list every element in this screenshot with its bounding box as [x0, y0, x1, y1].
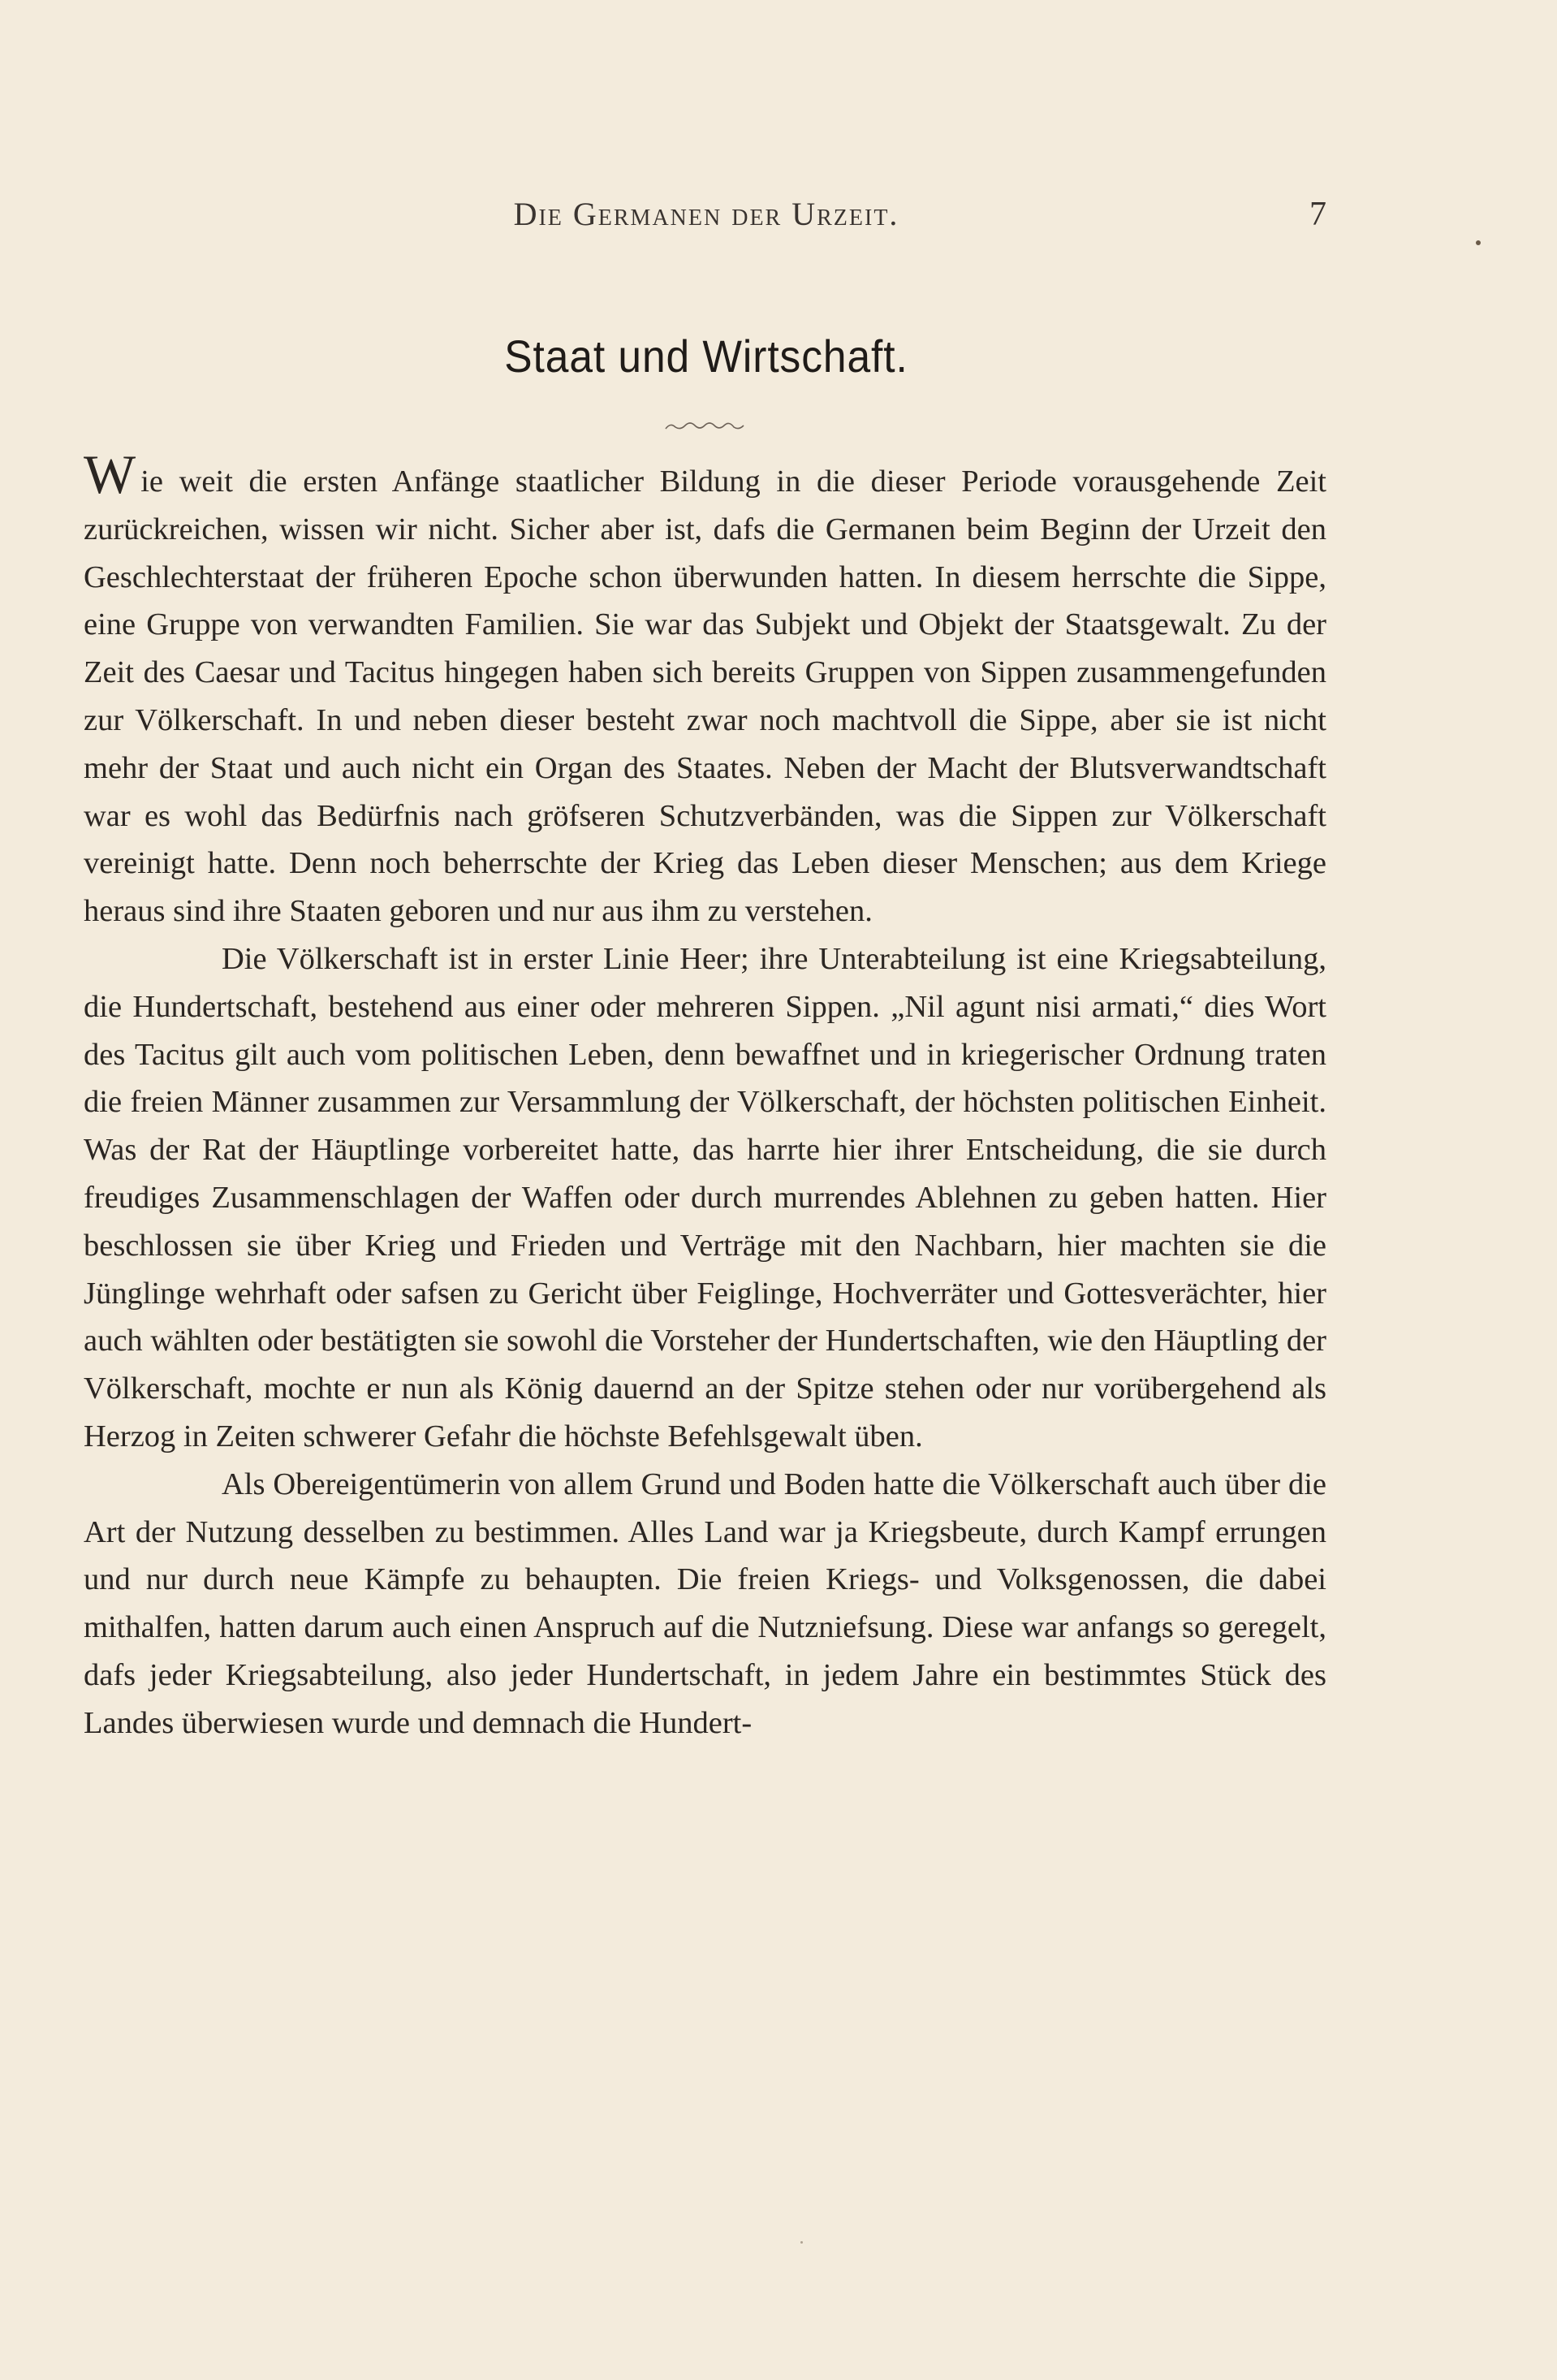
paragraph-2: Die Völkerschaft ist in erster Linie Heer; ihre Unterabteilung ist eine Kriegsabteilung, die Hundertschaft, bestehend aus einer oder mehreren Sippen. „Nil agunt nisi armati,“ dies Wort des Tacitus gilt auch vom politischen Leben, denn bewaffnet und in kriegerischer Ordnung traten die freien Männer zusammen zur Versammlung der Völkerschaft, der höchsten politischen Einheit. Was der Rat der Häuptlinge vorbereitet hatte, das harrte hier ihrer Entscheidung, die sie durch freudiges Zusammenschlagen der Waffen oder durch murrendes Ablehnen zu geben hatten. Hier beschlossen sie über Krieg und Frieden und Verträge mit den Nachbarn, hier machten sie die Jünglinge wehrhaft oder safsen zu Gericht über Feiglinge, Hochverräter und Gottesverächter, hier auch wählten oder bestätigten sie sowohl die Vorsteher der Hundertschaften, wie den Häuptling der Völkerschaft, mochte er nun als König dauernd an der Spitze stehen oder nur vorübergehend als Herzog in Zeiten schwerer Gefahr die höchste Befehlsgewalt üben.: [84, 941, 1326, 1453]
paper-speck: [800, 2241, 803, 2244]
drop-cap: W: [84, 443, 136, 505]
section-title: Staat und Wirtschaft.: [504, 330, 908, 382]
paragraph-1: [84, 443, 1326, 935]
page-number: 7: [1309, 196, 1326, 233]
running-head: [86, 195, 1326, 244]
body-text: [84, 443, 1326, 1747]
paragraph-3: Als Obereigentümerin von allem Grund und Boden hatte die Völkerschaft auch über die Art der Nutzung desselben zu bestimmen. Alles Land war ja Kriegsbeute, durch Kampf errungen und nur durch neue Kämpfe zu behaupten. Die freien Kriegs- und Volksgenossen, die dabei mithalfen, hatten darum auch einen Anspruch auf die Nutzniefsung. Diese war anfangs so geregelt, dafs jeder Kriegsabteilung, also jeder Hundertschaft, in jedem Jahre ein bestimmtes Stück des Landes überwiesen wurde und demnach die Hundert-: [84, 1466, 1326, 1740]
title-ornament: [664, 421, 745, 432]
running-title: Die Germanen der Urzeit.: [513, 196, 899, 232]
paragraph-1-text: ie weit die ersten Anfänge staatlicher Bildung in die dieser Periode vorausgehende Zeit zurückreichen, wissen wir nicht. Sicher aber ist, dafs die Germanen beim Beginn der Urzeit den Geschlechterstaat der früheren Epoche schon überwunden hatten. In diesem herrschte die Sippe, eine Gruppe von verwandten Familien. Sie war das Subjekt und Objekt der Staatsgewalt. Zu der Zeit des Caesar und Tacitus hingegen haben sich bereits Gruppen von Sippen zusammengefunden zur Völkerschaft. In und neben dieser besteht zwar noch machtvoll die Sippe, aber sie ist nicht mehr der Staat und auch nicht ein Organ des Staates. Neben der Macht der Blutsverwandtschaft war es wohl das Bedürfnis nach gröfseren Schutzverbänden, was die Sippen zur Völkerschaft vereinigt hatte. Denn noch beherrschte der Krieg das Leben dieser Menschen; aus dem Kriege heraus sind ihre Staaten geboren und nur aus ihm zu verstehen.: [84, 464, 1326, 929]
paper-speck: [1476, 240, 1481, 245]
